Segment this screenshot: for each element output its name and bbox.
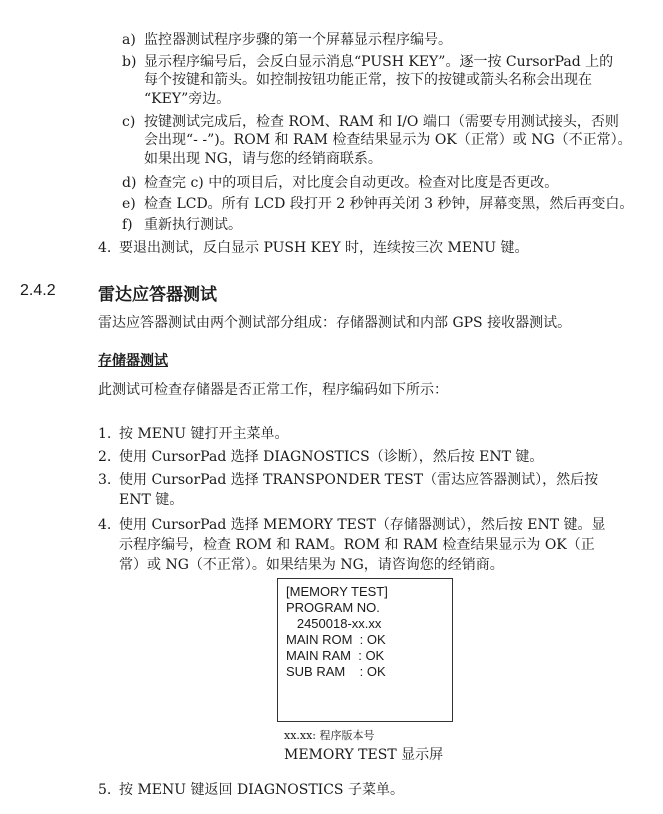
sub-step-label: b) bbox=[122, 54, 137, 70]
step-text: 按 MENU 键返回 DIAGNOSTICS 子菜单。 bbox=[119, 782, 404, 798]
sub-step-text: 检查 LCD。所有 LCD 段打开 2 秒钟再关闭 3 秒钟，屏幕变黑，然后再变白。 bbox=[144, 196, 634, 212]
step-text: ENT 键。 bbox=[119, 492, 184, 508]
display-line: [MEMORY TEST] bbox=[286, 584, 388, 599]
sub-step-text: 每个按键和箭头。如控制按钮功能正常，按下的按键或箭头名称会出现在 bbox=[144, 72, 592, 88]
sub-step-text: 检查完 c) 中的项目后，对比度会自动更改。检查对比度是否更改。 bbox=[144, 175, 559, 191]
sub-step-text: 如果出现 NG，请与您的经销商联系。 bbox=[144, 151, 382, 167]
display-line: MAIN ROM : OK bbox=[286, 632, 386, 647]
step-text: 常）或 NG（不正常）。如果结果为 NG，请咨询您的经销商。 bbox=[119, 557, 504, 573]
figure-caption: MEMORY TEST 显示屏 bbox=[284, 747, 444, 763]
section-title: 雷达应答器测试 bbox=[98, 285, 217, 305]
step-text: 使用 CursorPad 选择 DIAGNOSTICS（诊断），然后按 ENT 键。 bbox=[119, 449, 544, 465]
sub-step-text: 会出现“- -”)。ROM 和 RAM 检查结果显示为 OK（正常）或 NG（不正常）。 bbox=[144, 132, 632, 148]
subsection-title: 存储器测试 bbox=[98, 353, 168, 369]
step-number: 4. bbox=[98, 517, 112, 533]
display-line: 2450018-xx.xx bbox=[286, 616, 382, 631]
sub-step-text: 显示程序编号后，会反白显示消息“PUSH KEY”。逐一按 CursorPad 上的 bbox=[144, 54, 614, 70]
display-line: PROGRAM NO. bbox=[286, 600, 380, 615]
sub-step-label: c) bbox=[122, 114, 136, 130]
sub-step-label: a) bbox=[122, 32, 136, 48]
sub-step-text: 监控器测试程序步骤的第一个屏幕显示程序编号。 bbox=[144, 32, 452, 48]
display-line: MAIN RAM : OK bbox=[286, 648, 385, 663]
memory-test-display bbox=[277, 578, 453, 722]
sub-step-text: 按键测试完成后，检查 ROM、RAM 和 I/O 端口（需要专用测试接头，否则 bbox=[144, 114, 619, 130]
step-text: 使用 CursorPad 选择 MEMORY TEST（存储器测试），然后按 ENT 键。显 bbox=[119, 517, 606, 533]
sub-step-label: e) bbox=[122, 196, 136, 212]
display-line: SUB RAM : OK bbox=[286, 664, 386, 679]
section-intro: 雷达应答器测试由两个测试部分组成：存储器测试和内部 GPS 接收器测试。 bbox=[98, 315, 572, 331]
step-text: 按 MENU 键打开主菜单。 bbox=[119, 426, 289, 442]
step-number: 1. bbox=[98, 426, 112, 442]
sub-step-text: 重新执行测试。 bbox=[144, 217, 242, 233]
step-text: 示程序编号，检查 ROM 和 RAM。ROM 和 RAM 检查结果显示为 OK（正 bbox=[119, 537, 595, 553]
subsection-intro: 此测试可检查存储器是否正常工作，程序编码如下所示： bbox=[98, 382, 448, 398]
step-text: 要退出测试，反白显示 PUSH KEY 时，连续按三次 MENU 键。 bbox=[119, 240, 529, 256]
section-number: 2.4.2 bbox=[20, 282, 56, 299]
sub-step-label: d) bbox=[122, 175, 137, 191]
step-number: 5. bbox=[98, 782, 112, 798]
step-number: 2. bbox=[98, 449, 112, 465]
step-number: 3. bbox=[98, 472, 112, 488]
step-number: 4. bbox=[98, 240, 112, 256]
version-note: xx.xx: 程序版本号 bbox=[284, 729, 375, 742]
step-text: 使用 CursorPad 选择 TRANSPONDER TEST（雷达应答器测试），然后按 bbox=[119, 472, 599, 488]
sub-step-text: “KEY”旁边。 bbox=[144, 91, 231, 107]
sub-step-label: f) bbox=[122, 217, 133, 233]
